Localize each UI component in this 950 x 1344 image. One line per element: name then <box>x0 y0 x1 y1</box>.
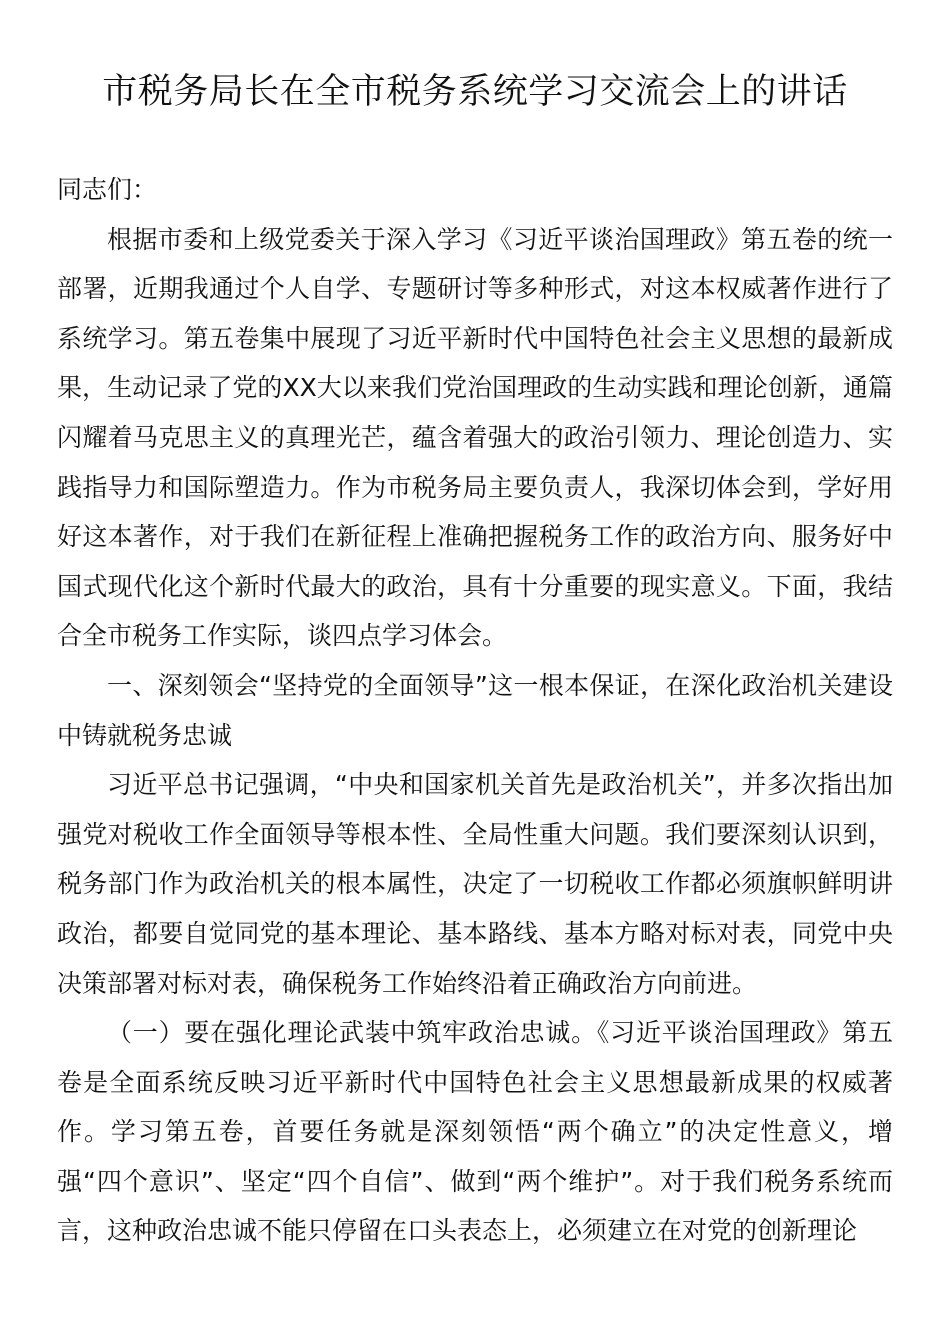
paragraph-section-1: 习近平总书记强调，“中央和国家机关首先是政治机关”，并多次指出加强党对税收工作全面领导等根本性、全局性重大问题。我们要深刻认识到，税务部门作为政治机关的根本属性，决定了一切税收工作都必须旗帜鲜明讲政治，都要自觉同党的基本理论、基本路线、基本方略对标对表，同党中央决策部署对标对表，确保税务工作始终沿着正确政治方向前进。 <box>57 770 893 998</box>
document-title: 市税务局长在全市税务系统学习交流会上的讲话 <box>102 72 848 112</box>
paragraph-intro: 根据市委和上级党委关于深入学习《习近平谈治国理政》第五卷的统一部署，近期我通过个人自学、专题研讨等多种形式，对这本权威著作进行了系统学习。第五卷集中展现了习近平新时代中国特色社会主义思想的最新成果，生动记录了党的XX大以来我们党治国理政的生动实践和理论创新，通篇闪耀着马克思主义的真理光芒，蕴含着强大的政治引领力、理论创造力、实践指导力和国际塑造力。作为市税务局主要负责人，我深切体会到，学好用好这本著作，对于我们在新征程上准确把握税务工作的政治方向、服务好中国式现代化这个新时代最大的政治，具有十分重要的现实意义。下面，我结合全市税务工作实际，谈四点学习体会。 <box>57 224 893 651</box>
salutation: 同志们： <box>57 175 158 204</box>
paragraph-subsection-1: （一）要在强化理论武装中筑牢政治忠诚。《习近平谈治国理政》第五卷是全面系统反映习近平新时代中国特色社会主义思想最新成果的权威著作。学习第五卷，首要任务就是深刻领悟“两个确立”的决定性意义，增强“四个意识”、坚定“四个自信”、做到“两个维护”。对于我们税务系统而言，这种政治忠诚不能只停留在口头表态上，必须建立在对党的创新理论 <box>57 1018 893 1246</box>
section-heading-1: 一、深刻领会“坚持党的全面领导”这一根本保证，在深化政治机关建设中铸就税务忠诚 <box>57 670 893 750</box>
document-body <box>57 165 893 1256</box>
